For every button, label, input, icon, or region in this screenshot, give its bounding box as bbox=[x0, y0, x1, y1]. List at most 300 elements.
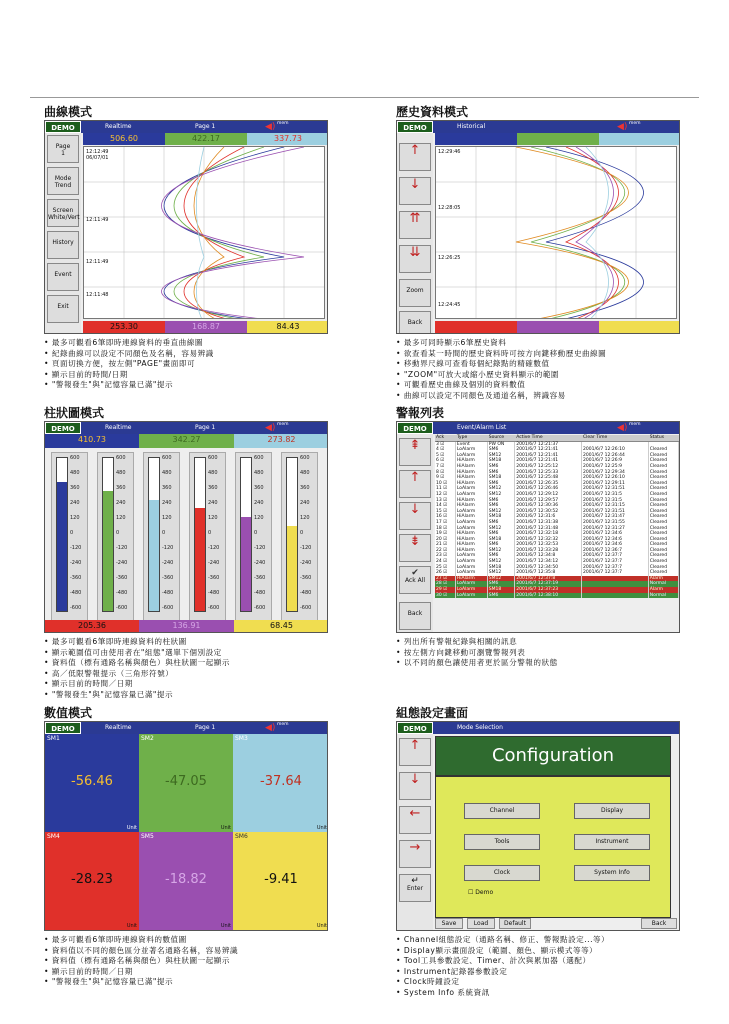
table-cell: 24 ☑ bbox=[435, 559, 455, 565]
numeric-cell-sm1: SM1 -56.46 Unit bbox=[47, 735, 137, 831]
double-down-arrow-icon[interactable]: ⇊ bbox=[399, 245, 431, 273]
zoom-button[interactable]: Zoom bbox=[399, 279, 431, 307]
table-cell: SM6 bbox=[487, 464, 515, 470]
mem-indicator: mem bbox=[629, 121, 641, 126]
bar-tick-label: 0 bbox=[162, 530, 166, 536]
table-cell: 2001/6/7 12:34:6 bbox=[582, 542, 649, 548]
bar-tick-label: 480 bbox=[70, 470, 80, 476]
bar-tick-label: 600 bbox=[300, 455, 310, 461]
table-cell: SM18 bbox=[487, 587, 515, 593]
table-cell: HiAlarm bbox=[455, 470, 487, 476]
bar-tube bbox=[56, 457, 68, 612]
mode-button[interactable]: Mode Trend bbox=[47, 167, 79, 195]
table-cell: 2001/6/7 12:25:33 bbox=[515, 470, 582, 476]
value-ch3: 337.73 bbox=[247, 133, 328, 145]
title-bar bbox=[45, 422, 327, 434]
screen-title: Realtime bbox=[105, 123, 132, 130]
table-cell: SM12 bbox=[487, 486, 515, 492]
speaker-icon[interactable]: ◀) bbox=[265, 122, 276, 132]
back-button[interactable]: Back bbox=[641, 918, 677, 929]
history-button[interactable]: History bbox=[47, 231, 79, 259]
table-cell: HiAlarm bbox=[455, 503, 487, 509]
table-cell: 2001/6/7 12:21:41 bbox=[515, 458, 582, 464]
history-screen bbox=[396, 120, 680, 334]
table-cell: HiAlarm bbox=[455, 542, 487, 548]
default-button[interactable]: Default bbox=[499, 918, 531, 929]
table-cell: Cleared bbox=[648, 520, 678, 526]
bar-tick-label: -480 bbox=[70, 590, 82, 596]
section-alarm bbox=[396, 405, 680, 669]
bar-bullets: • 最多可觀看6筆即時連線資料的柱狀圖 • 顯示範圍值可由使用者在"組態"選單下個別設定 • 資料值（標有通路名稱與顏色）與柱狀圖一起顯示 • 高／低限警報提示（三角形符號） • 顯示目前的時間／日期 • "警報發生"與"記憶容量已滿"提示 bbox=[44, 637, 328, 700]
down-arrow-icon[interactable]: ↓ bbox=[399, 177, 431, 205]
table-cell: 28 ☑ bbox=[435, 581, 455, 587]
table-cell: Cleared bbox=[648, 447, 678, 453]
table-cell: 2001/6/7 12:30:52 bbox=[515, 509, 582, 515]
table-cell: HiAlarm bbox=[455, 458, 487, 464]
table-cell: HiAlarm bbox=[455, 498, 487, 504]
table-cell: 18 ☑ bbox=[435, 526, 455, 532]
bar-tube bbox=[194, 457, 206, 612]
load-button[interactable]: Load bbox=[467, 918, 495, 929]
mem-indicator: mem bbox=[277, 722, 289, 727]
table-cell: HiAlarm bbox=[455, 531, 487, 537]
bar-tick-label: 0 bbox=[208, 530, 212, 536]
bar-column bbox=[97, 452, 134, 622]
bar-tick-label: 120 bbox=[70, 515, 80, 521]
table-cell: Cleared bbox=[648, 475, 678, 481]
table-cell bbox=[582, 593, 649, 599]
table-cell: 2001/6/7 12:31:5 bbox=[582, 492, 649, 498]
bar-tick-label: 0 bbox=[300, 530, 304, 536]
table-cell: 2001/6/7 12:30:36 bbox=[515, 503, 582, 509]
table-cell: 2001/6/7 12:26:10 bbox=[582, 475, 649, 481]
channel-bar bbox=[599, 321, 680, 333]
table-cell: 17 ☑ bbox=[435, 520, 455, 526]
table-cell: LoAlarm bbox=[455, 570, 487, 576]
section-title: 警報列表 bbox=[396, 406, 445, 420]
bar-tube bbox=[102, 457, 114, 612]
event-button[interactable]: Event bbox=[47, 263, 79, 291]
table-cell: 2001/6/7 12:38:10 bbox=[515, 593, 582, 599]
table-cell: Cleared bbox=[648, 498, 678, 504]
table-cell: SM6 bbox=[487, 531, 515, 537]
bar-tube bbox=[286, 457, 298, 612]
bar-tick-label: 120 bbox=[300, 515, 310, 521]
bottom-arrow-icon[interactable]: ⇟ bbox=[399, 534, 431, 562]
table-cell: 2001/6/7 12:37:7 bbox=[582, 559, 649, 565]
table-cell: SM12 bbox=[487, 526, 515, 532]
table-cell: SM6 bbox=[487, 503, 515, 509]
section-config bbox=[396, 705, 680, 998]
speaker-icon[interactable]: ◀) bbox=[265, 723, 276, 733]
table-cell: 13 ☑ bbox=[435, 498, 455, 504]
table-cell: 25 ☑ bbox=[435, 565, 455, 571]
table-cell: 2001/6/7 12:26:46 bbox=[515, 486, 582, 492]
bar-tick-label: 120 bbox=[116, 515, 126, 521]
table-cell: LoAlarm bbox=[455, 587, 487, 593]
table-cell: 12 ☑ bbox=[435, 492, 455, 498]
section-title: 數值模式 bbox=[44, 706, 93, 720]
table-cell: HiAlarm bbox=[455, 481, 487, 487]
table-cell: 19 ☑ bbox=[435, 531, 455, 537]
bar-tube bbox=[148, 457, 160, 612]
table-cell: Cleared bbox=[648, 509, 678, 515]
table-cell: LoAlarm bbox=[455, 593, 487, 599]
enter-icon: ↵ bbox=[411, 876, 419, 886]
instrument-button[interactable]: Instrument bbox=[574, 834, 650, 850]
demo-badge: DEMO bbox=[45, 121, 81, 133]
bar-column bbox=[51, 452, 88, 622]
table-cell: 7 ☑ bbox=[435, 464, 455, 470]
table-cell: SM12 bbox=[487, 576, 515, 582]
bar-tick-label: 240 bbox=[254, 500, 264, 506]
bar-tick-label: -120 bbox=[208, 545, 220, 551]
demo-badge: DEMO bbox=[397, 121, 433, 133]
title-bar bbox=[397, 422, 679, 434]
history-side-menu bbox=[397, 133, 433, 333]
bar-tick-label: -600 bbox=[208, 605, 220, 611]
table-cell: 26 ☑ bbox=[435, 570, 455, 576]
value-ch4: 253.30 bbox=[83, 321, 165, 333]
channel-button[interactable]: Channel bbox=[464, 803, 540, 819]
page-label: Page 1 bbox=[195, 123, 216, 130]
bar-column bbox=[143, 452, 180, 622]
screen-button[interactable]: Screen White/Vert bbox=[47, 199, 79, 227]
bar-tick-label: 360 bbox=[70, 485, 80, 491]
tools-button[interactable]: Tools bbox=[464, 834, 540, 850]
value-ch3: 273.82 bbox=[234, 434, 328, 448]
alarm-screen bbox=[396, 421, 680, 633]
table-cell: 9 ☑ bbox=[435, 475, 455, 481]
table-cell: 11 ☑ bbox=[435, 486, 455, 492]
alarm-table[interactable] bbox=[435, 435, 679, 598]
col-active-time[interactable]: Active Time bbox=[515, 435, 582, 441]
top-arrow-icon[interactable]: ⇞ bbox=[399, 438, 431, 466]
time-label: 12:29:46 bbox=[438, 149, 461, 155]
speaker-icon[interactable] bbox=[617, 723, 627, 733]
table-cell: 2001/6/7 12:34:12 bbox=[515, 559, 582, 565]
clock-button[interactable]: Clock bbox=[464, 865, 540, 881]
screen-title: Event/Alarm List bbox=[457, 424, 507, 431]
value-ch5: 168.87 bbox=[165, 321, 247, 333]
col-status[interactable]: Status bbox=[648, 435, 678, 441]
table-cell: 20 ☑ bbox=[435, 537, 455, 543]
table-cell: 21 ☑ bbox=[435, 542, 455, 548]
demo-checkbox[interactable]: ☐ Demo bbox=[468, 889, 494, 896]
trend-side-menu bbox=[45, 133, 81, 333]
bar-column bbox=[189, 452, 226, 622]
bar-tick-label: 120 bbox=[162, 515, 172, 521]
table-cell: Cleared bbox=[648, 559, 678, 565]
table-cell: HiAlarm bbox=[455, 475, 487, 481]
table-cell: 2001/6/7 12:25:9 bbox=[582, 464, 649, 470]
table-cell: LoAlarm bbox=[455, 559, 487, 565]
bar-tick-label: 240 bbox=[162, 500, 172, 506]
table-cell: Cleared bbox=[648, 553, 678, 559]
table-cell: 6 ☑ bbox=[435, 458, 455, 464]
value-ch4: 205.36 bbox=[45, 620, 139, 632]
bar-tick-label: 600 bbox=[116, 455, 126, 461]
table-cell: SM18 bbox=[487, 537, 515, 543]
page-button[interactable]: Page 1 bbox=[47, 135, 79, 163]
table-cell: 2001/6/7 12:34:6 bbox=[582, 537, 649, 543]
up-arrow-icon[interactable]: ↑ bbox=[399, 143, 431, 171]
config-panel bbox=[435, 776, 671, 918]
value-ch2: 342.27 bbox=[139, 434, 234, 448]
config-screen bbox=[396, 721, 680, 931]
time-label: 12:26:25 bbox=[438, 255, 461, 261]
bar-tick-label: 480 bbox=[254, 470, 264, 476]
history-bullets: • 最多可同時顯示6筆歷史資料 • 欲查看某一時間的歷史資料時可按方向鍵移動歷史曲線圖 • 移動界尺線可查看每個紀錄點的精確數值 • "ZOOM"可放大或縮小歷史資料顯示的範圍 • 可觀看歷史曲線及個別的資料數值 • 曲線可以設定不同顏色及通道名稱，辨識容易 bbox=[396, 338, 680, 401]
demo-badge: DEMO bbox=[397, 722, 433, 734]
table-cell: 2001/6/7 12:29:11 bbox=[582, 481, 649, 487]
table-cell: 2001/6/7 12:31:5 bbox=[582, 498, 649, 504]
history-curves bbox=[436, 147, 677, 319]
bar-tick-label: 120 bbox=[208, 515, 218, 521]
col-source[interactable]: Source bbox=[487, 435, 515, 441]
channel-bar bbox=[517, 133, 599, 145]
table-cell: SM18 bbox=[487, 458, 515, 464]
screen-title: Historical bbox=[457, 123, 486, 130]
trend-screen bbox=[44, 120, 328, 334]
channel-bar bbox=[517, 321, 599, 333]
trend-bullets: • 最多可觀看6筆即時連線資料的垂直曲線圖 • 紀錄曲線可以設定不同顏色及名稱，容易辨識 • 頁面切換方便，按左側"PAGE"畫面即可 • 顯示目前的時間/日期 • "警報發生"與"記憶容量已滿"提示 bbox=[44, 338, 328, 391]
page-label: Page 1 bbox=[195, 424, 216, 431]
table-cell: Normal bbox=[648, 593, 678, 599]
page-label: Page 1 bbox=[195, 724, 216, 731]
value-ch5: 136.91 bbox=[139, 620, 234, 632]
table-cell: SM6 bbox=[487, 470, 515, 476]
table-cell: SM18 bbox=[487, 514, 515, 520]
up-arrow-icon[interactable]: ↑ bbox=[399, 738, 431, 766]
bar-tick-label: 480 bbox=[300, 470, 310, 476]
table-cell: SM12 bbox=[487, 453, 515, 459]
numeric-cell-sm3: SM3 -37.64 Unit bbox=[235, 735, 327, 831]
table-cell: 2001/6/7 12:31:55 bbox=[582, 520, 649, 526]
title-bar bbox=[45, 722, 327, 734]
display-button[interactable]: Display bbox=[574, 803, 650, 819]
table-cell: 2001/6/7 12:26:10 bbox=[582, 447, 649, 453]
bar-tick-label: -120 bbox=[116, 545, 128, 551]
trend-curves bbox=[84, 147, 325, 319]
table-cell: 15 ☑ bbox=[435, 509, 455, 515]
bar-tick-label: 240 bbox=[70, 500, 80, 506]
table-cell: 30 ☑ bbox=[435, 593, 455, 599]
table-cell: 23 ☑ bbox=[435, 553, 455, 559]
table-cell: 2001/6/7 12:21:37 bbox=[515, 441, 582, 447]
table-cell: HiAlarm bbox=[455, 464, 487, 470]
section-title: 歷史資料模式 bbox=[396, 105, 469, 119]
trend-plot bbox=[83, 146, 325, 319]
config-bullets: • Channel組態設定（通路名稱、修正、警報點設定...等） • Display顯示畫面設定（範圍、顏色、顯示模式等等） • Tool工具參數設定、Timer、計次與累加器（選配） • Instrument記錄器參數設定 • Clock時鐘設定 • System Info 系統資訊 bbox=[396, 935, 680, 998]
section-title: 組態設定畫面 bbox=[396, 706, 469, 720]
table-cell: 2001/6/7 12:29:57 bbox=[515, 498, 582, 504]
table-cell: 2001/6/7 12:34:50 bbox=[515, 565, 582, 571]
table-cell: SM12 bbox=[487, 509, 515, 515]
system-info-button[interactable]: System Info bbox=[574, 865, 650, 881]
table-cell: 2001/6/7 12:26:35 bbox=[515, 481, 582, 487]
numeric-cell-sm2: SM2 -47.05 Unit bbox=[141, 735, 231, 831]
table-cell: PW ON bbox=[487, 441, 515, 447]
table-cell: 2001/6/7 12:31:51 bbox=[582, 509, 649, 515]
alarm-bullets: • 列出所有警報紀錄與相關的訊息 • 按左側方向鍵移動可瀏覽警報列表 • 以不同的顏色讓使用者更於區分警報的狀態 bbox=[396, 637, 680, 669]
table-cell: 2001/6/7 12:29:12 bbox=[515, 492, 582, 498]
config-side-menu bbox=[397, 734, 433, 930]
table-cell: LoAlarm bbox=[455, 581, 487, 587]
channel-bar bbox=[435, 133, 517, 145]
up-arrow-icon[interactable]: ↑ bbox=[399, 470, 431, 498]
bar-tick-label: 120 bbox=[254, 515, 264, 521]
bar-tick-label: 0 bbox=[254, 530, 258, 536]
exit-button[interactable]: Exit bbox=[47, 295, 79, 323]
table-cell: LoAlarm bbox=[455, 553, 487, 559]
channel-bar bbox=[599, 133, 680, 145]
col-ack[interactable]: Ack bbox=[435, 435, 455, 441]
numeric-cell-sm4: SM4 -28.23 Unit bbox=[47, 833, 137, 929]
bar-tick-label: 600 bbox=[70, 455, 80, 461]
table-cell: 16 ☑ bbox=[435, 514, 455, 520]
time-label: 12:11:49 bbox=[86, 217, 109, 223]
time-label: 12:11:48 bbox=[86, 292, 109, 298]
table-cell: LoAlarm bbox=[455, 486, 487, 492]
table-cell: Alarm bbox=[648, 576, 678, 582]
ack-all-button[interactable]: ✔ Ack All bbox=[399, 566, 431, 594]
mem-indicator: mem bbox=[629, 422, 641, 427]
table-cell: 2001/6/7 12:37:8 bbox=[515, 576, 582, 582]
time-label: 12:24:45 bbox=[438, 302, 461, 308]
value-ch1: 506.60 bbox=[83, 133, 165, 145]
table-cell: 2001/6/7 12:26:44 bbox=[582, 453, 649, 459]
table-cell: LoAlarm bbox=[455, 509, 487, 515]
double-up-arrow-icon[interactable]: ⇈ bbox=[399, 211, 431, 239]
table-cell: 2001/6/7 12:31:15 bbox=[582, 503, 649, 509]
down-arrow-icon[interactable]: ↓ bbox=[399, 502, 431, 530]
history-plot bbox=[435, 146, 677, 319]
table-cell: LoAlarm bbox=[455, 520, 487, 526]
table-cell: Cleared bbox=[648, 486, 678, 492]
bar-tick-label: -360 bbox=[254, 575, 266, 581]
right-arrow-icon[interactable]: → bbox=[399, 840, 431, 868]
date-label: 06/07/01 bbox=[86, 155, 109, 161]
table-cell: 14 ☑ bbox=[435, 503, 455, 509]
bar-tick-label: -480 bbox=[300, 590, 312, 596]
table-cell: Cleared bbox=[648, 570, 678, 576]
table-cell: 2001/6/7 12:32:32 bbox=[515, 537, 582, 543]
screen-title: Realtime bbox=[105, 724, 132, 731]
bar-tick-label: -240 bbox=[300, 560, 312, 566]
table-cell: Cleared bbox=[648, 492, 678, 498]
table-row[interactable] bbox=[435, 593, 679, 599]
check-icon: ✔ bbox=[411, 568, 419, 578]
table-cell: 2001/6/7 12:31:51 bbox=[582, 486, 649, 492]
table-cell: SM6 bbox=[487, 593, 515, 599]
table-cell: SM6 bbox=[487, 581, 515, 587]
table-cell: Cleared bbox=[648, 542, 678, 548]
bar-fill bbox=[241, 517, 251, 611]
table-cell: SM12 bbox=[487, 559, 515, 565]
bar-tick-label: 480 bbox=[208, 470, 218, 476]
bar-tick-label: 360 bbox=[254, 485, 264, 491]
table-cell: SM6 bbox=[487, 447, 515, 453]
left-arrow-icon[interactable]: ← bbox=[399, 806, 431, 834]
bar-tick-label: 0 bbox=[116, 530, 120, 536]
demo-badge: DEMO bbox=[397, 422, 433, 434]
table-cell: Cleared bbox=[648, 458, 678, 464]
table-cell: SM18 bbox=[487, 565, 515, 571]
table-cell: Cleared bbox=[648, 548, 678, 554]
col-clear-time[interactable]: Clear Time bbox=[582, 435, 649, 441]
bar-fill bbox=[287, 526, 297, 611]
bar-tick-label: -240 bbox=[162, 560, 174, 566]
table-cell: Cleared bbox=[648, 537, 678, 543]
table-cell: LoAlarm bbox=[455, 447, 487, 453]
numeric-bullets: • 最多可觀看6筆即時連線資料的數值圖 • 資料值以不同的顏色區分並著名通路名稱，容易辨識 • 資料值（標有通路名稱與顏色）與柱狀圖一起顯示 • 顯示目前的時間／日期 • "警報發生"與"記憶容量已滿"提示 bbox=[44, 935, 328, 988]
enter-button[interactable]: ↵ Enter bbox=[399, 874, 431, 902]
time-label: 12:28:05 bbox=[438, 205, 461, 211]
bar-screen bbox=[44, 421, 328, 633]
bar-fill bbox=[149, 500, 159, 611]
bar-tick-label: -120 bbox=[300, 545, 312, 551]
mem-indicator: mem bbox=[277, 121, 289, 126]
table-cell: Cleared bbox=[648, 470, 678, 476]
bar-tick-label: -120 bbox=[162, 545, 174, 551]
bar-tick-label: 240 bbox=[208, 500, 218, 506]
bar-tick-label: -600 bbox=[162, 605, 174, 611]
table-cell: 2001/6/7 12:31:38 bbox=[515, 520, 582, 526]
table-cell: Alarm bbox=[648, 587, 678, 593]
table-cell: 2001/6/7 12:21:41 bbox=[515, 453, 582, 459]
table-cell: SM12 bbox=[487, 548, 515, 554]
down-arrow-icon[interactable]: ↓ bbox=[399, 772, 431, 800]
bar-tick-label: 240 bbox=[116, 500, 126, 506]
table-cell: SM12 bbox=[487, 570, 515, 576]
speaker-icon[interactable]: ◀) bbox=[265, 423, 276, 433]
bar-tick-label: -120 bbox=[254, 545, 266, 551]
table-cell: LoAlarm bbox=[455, 453, 487, 459]
back-button[interactable]: Back bbox=[399, 602, 431, 630]
table-cell: 2001/6/7 12:34:6 bbox=[582, 531, 649, 537]
bar-tick-label: -360 bbox=[208, 575, 220, 581]
numeric-screen bbox=[44, 721, 328, 931]
table-cell: 2001/6/7 12:31:48 bbox=[515, 526, 582, 532]
section-trend bbox=[44, 104, 328, 391]
table-cell: 27 ☑ bbox=[435, 576, 455, 582]
speaker-icon[interactable]: ◀) bbox=[617, 122, 628, 132]
table-cell: SM6 bbox=[487, 542, 515, 548]
table-cell: Event bbox=[455, 441, 487, 447]
bar-tick-label: -240 bbox=[70, 560, 82, 566]
back-button[interactable]: Back bbox=[399, 311, 431, 334]
section-history bbox=[396, 104, 680, 401]
table-cell: SM12 bbox=[487, 492, 515, 498]
col-type[interactable]: Type bbox=[455, 435, 487, 441]
save-button[interactable]: Save bbox=[435, 918, 463, 929]
table-cell: Cleared bbox=[648, 565, 678, 571]
table-cell: 2001/6/7 12:21:41 bbox=[515, 447, 582, 453]
table-cell: Cleared bbox=[648, 514, 678, 520]
table-cell: 22 ☑ bbox=[435, 548, 455, 554]
table-cell: 2001/6/7 12:32:18 bbox=[515, 531, 582, 537]
demo-badge: DEMO bbox=[45, 722, 81, 734]
table-cell: 2001/6/7 12:31:47 bbox=[582, 514, 649, 520]
numeric-cell-sm5: SM5 -18.82 Unit bbox=[141, 833, 231, 929]
bar-column bbox=[235, 452, 272, 622]
bar-tick-label: -120 bbox=[70, 545, 82, 551]
table-cell: 2001/6/7 12:37:7 bbox=[582, 553, 649, 559]
bar-tick-label: -600 bbox=[70, 605, 82, 611]
speaker-icon[interactable]: ◀) bbox=[617, 423, 628, 433]
table-cell: SM6 bbox=[487, 520, 515, 526]
